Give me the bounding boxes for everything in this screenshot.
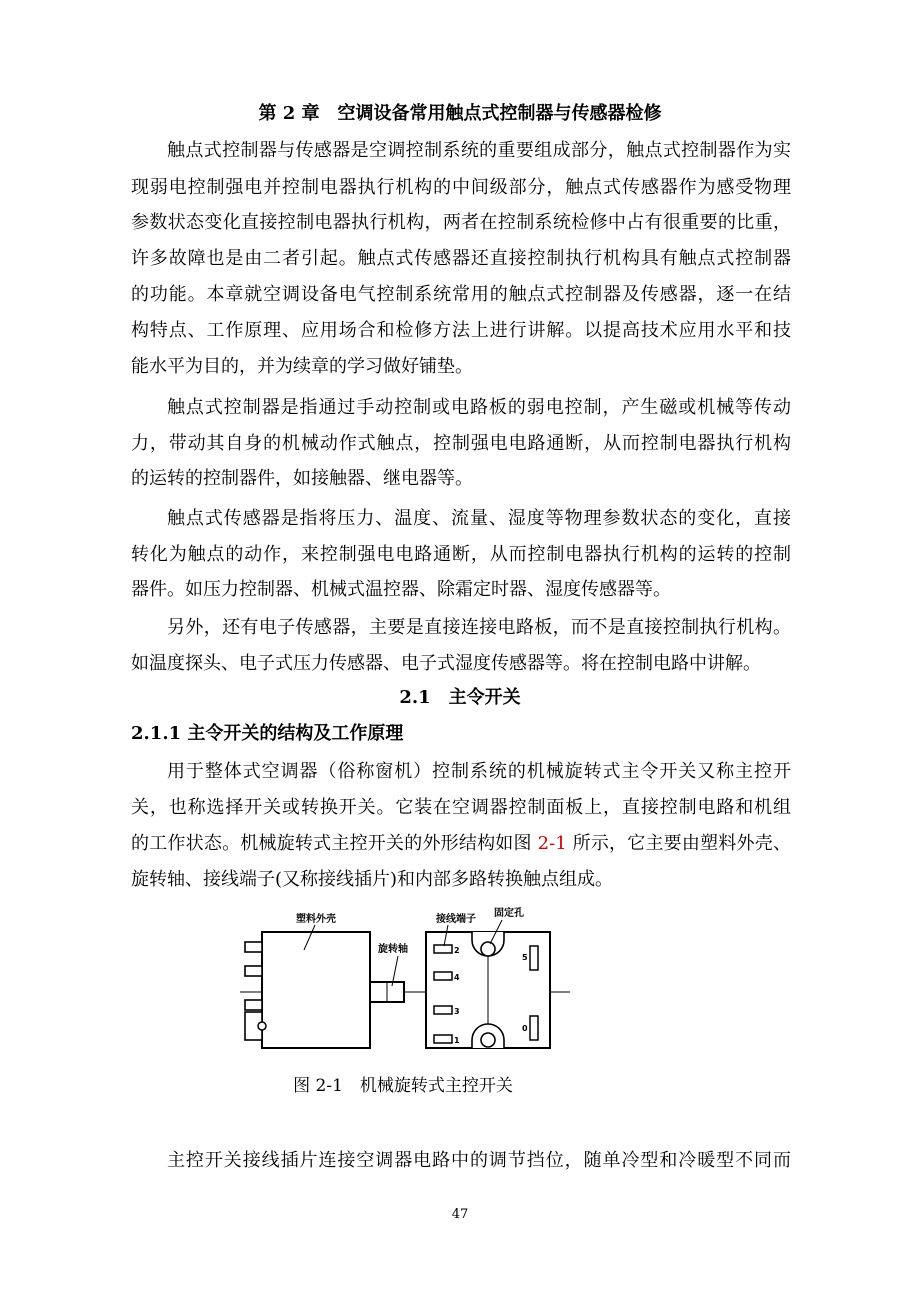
- left-terminal: [245, 966, 262, 976]
- para1-line-4: 许多故障也是由二者引起。触点式传感器还直接控制执行机构具有触点式控制器: [131, 248, 791, 269]
- label-rotary-shaft: 旋转轴: [378, 944, 408, 955]
- terminal-hole: [258, 1022, 266, 1030]
- para1-line-1: 触点式控制器与传感器是空调控制系统的重要组成部分，触点式控制器作为实: [167, 140, 791, 161]
- terminal-slot-vertical: [530, 1016, 538, 1040]
- figure-reference-link[interactable]: 2-1: [537, 833, 567, 854]
- para5-line-3-text-b: 所示，它主要由塑料外壳、: [566, 833, 791, 854]
- terminal-number-3: 3: [454, 1007, 460, 1016]
- switch-diagram: [240, 900, 570, 1070]
- para6-line-1: 主控开关接线插片连接空调器电路中的调节挡位，随单冷型和冷暖型不同而: [167, 1150, 791, 1171]
- para1-line-3: 参数状态变化直接控制电器执行机构，两者在控制系统检修中占有很重要的比重，: [131, 212, 791, 233]
- para1-line-5: 的功能。本章就空调设备电气控制系统常用的触点式控制器及传感器，逐一在结: [131, 284, 791, 305]
- terminal-slot: [434, 972, 452, 980]
- label-fixing-hole: 固定孔: [494, 908, 524, 919]
- para2-line-2: 力，带动其自身的机械动作式触点，控制强电电路通断，从而控制电器执行机构: [131, 433, 791, 454]
- para5-line-2: 关，也称选择开关或转换开关。它装在空调器控制面板上，直接控制电路和机组: [131, 797, 791, 818]
- chapter-title: 第 2 章 空调设备常用触点式控制器与传感器检修: [258, 103, 662, 124]
- left-terminal: [245, 1000, 262, 1010]
- plastic-shell: [262, 932, 370, 1048]
- subsection-title: 2.1.1 主令开关的结构及工作原理: [131, 723, 404, 744]
- terminal-number-0: 0: [522, 1024, 528, 1033]
- para3-line-1: 触点式传感器是指将压力、温度、流量、湿度等物理参数状态的变化，直接: [167, 508, 791, 529]
- para5-line-3: [131, 830, 791, 858]
- label-terminal: 接线端子: [436, 914, 476, 925]
- para1-line-2: 现弱电控制强电并控制电器执行机构的中间级部分，触点式传感器作为感受物理: [131, 177, 791, 198]
- para3-line-2: 转化为触点的动作，来控制强电电路通断，从而控制电器执行机构的运转的控制: [131, 544, 791, 565]
- terminal-slot: [434, 1035, 452, 1043]
- figure-caption: 图 2-1 机械旋转式主控开关: [293, 1076, 513, 1096]
- para5-line-1: 用于整体式空调器（俗称窗机）控制系统的机械旋转式主令开关又称主控开: [167, 761, 791, 782]
- para4-line-1: 另外，还有电子传感器，主要是直接连接电路板，而不是直接控制执行机构。: [167, 617, 791, 638]
- fixing-hole-bottom-inner: [481, 1033, 495, 1047]
- label-plastic-shell: 塑料外壳: [296, 914, 336, 925]
- fixing-hole-top-inner: [481, 942, 495, 956]
- terminal-number-5: 5: [522, 953, 528, 962]
- para1-line-7: 能水平为目的，并为续章的学习做好铺垫。: [131, 356, 473, 377]
- para3-line-3: 器件。如压力控制器、机械式温控器、除霜定时器、湿度传感器等。: [131, 579, 671, 600]
- para5-line-3-text-a: 的工作状态。机械旋转式主控开关的外形结构如图: [131, 833, 538, 854]
- section-title: 2.1 主令开关: [399, 687, 521, 708]
- page-number: 47: [451, 1207, 469, 1222]
- terminal-number-2: 2: [454, 946, 460, 955]
- para4-line-2: 如温度探头、电子式压力传感器、电子式湿度传感器等。将在控制电路中讲解。: [131, 653, 761, 674]
- para5-line-4: 旋转轴、接线端子(又称接线插片)和内部多路转换触点组成。: [131, 869, 614, 890]
- left-terminal: [245, 942, 262, 952]
- terminal-slot: [434, 1006, 452, 1014]
- terminal-number-1: 1: [454, 1036, 460, 1045]
- terminal-number-4: 4: [454, 973, 460, 982]
- terminal-slot-vertical: [530, 946, 538, 970]
- para2-line-1: 触点式控制器是指通过手动控制或电路板的弱电控制，产生磁或机械等传动: [167, 397, 791, 418]
- para2-line-3: 的运转的控制器件，如接触器、继电器等。: [131, 468, 473, 489]
- terminal-slot: [434, 945, 452, 953]
- para1-line-6: 构特点、工作原理、应用场合和检修方法上进行讲解。以提高技术应用水平和技: [131, 320, 791, 341]
